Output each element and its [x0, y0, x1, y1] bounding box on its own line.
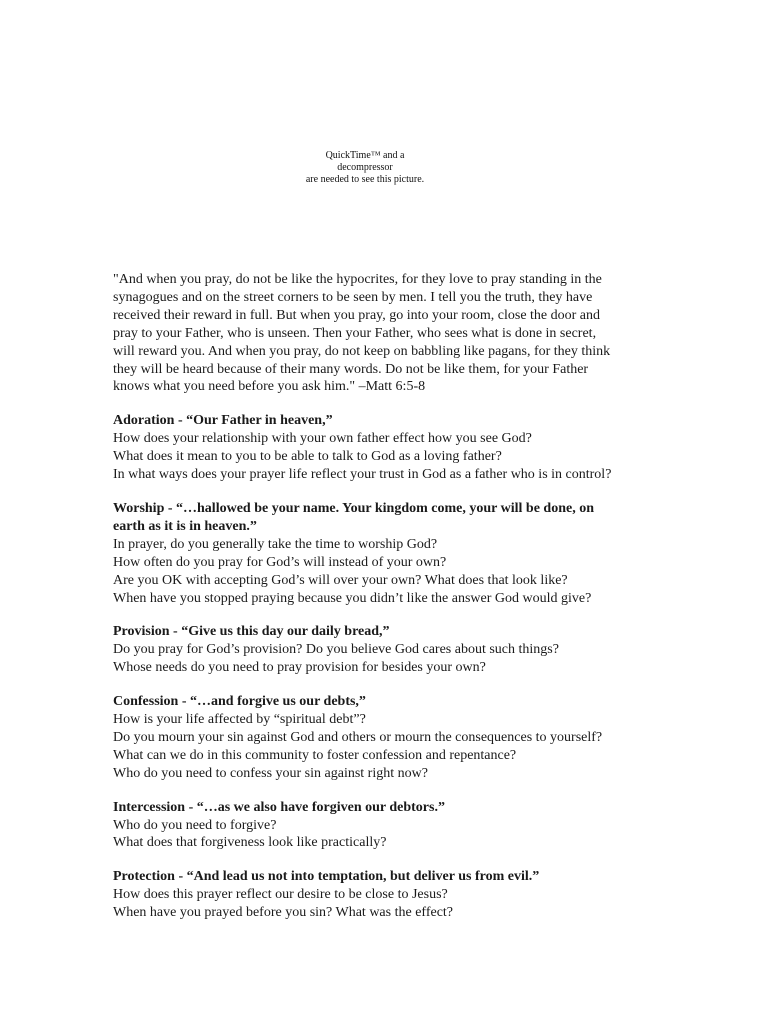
- question: What does that forgiveness look like practically?: [113, 835, 387, 851]
- question: Do you pray for God’s provision? Do you believe God cares about such things?: [113, 642, 559, 658]
- question: When have you prayed before you sin? What was the effect?: [113, 905, 454, 921]
- quote-line: they will be heard because of their many words. Do not be like them, for your Father: [113, 361, 589, 377]
- heading-line: Worship - “…hallowed be your name. Your kingdom come, your will be done, on: [113, 500, 594, 516]
- section-adoration: [113, 412, 658, 484]
- heading-line: Provision - “Give us this day our daily bread,”: [113, 624, 390, 640]
- quote-line: pray to your Father, who is unseen. Then your Father, who sees what is done in secret,: [113, 325, 597, 341]
- heading-line: earth as it is in heaven.”: [113, 518, 257, 534]
- question: Are you OK with accepting God’s will over your own? What does that look like?: [113, 572, 568, 588]
- section-provision: [113, 623, 658, 677]
- quote-line: knows what you need before you ask him." –Matt 6:5-8: [113, 379, 426, 395]
- missing-picture-placeholder: [280, 150, 450, 186]
- section-heading: [113, 799, 658, 817]
- question: In prayer, do you generally take the time to worship God?: [113, 536, 438, 552]
- section-heading: [113, 693, 658, 711]
- section-protection: [113, 868, 658, 922]
- question: Who do you need to confess your sin against right now?: [113, 765, 428, 781]
- question: What can we do in this community to foster confession and repentance?: [113, 747, 517, 763]
- scripture-quote: [113, 271, 658, 396]
- question: What does it mean to you to be able to talk to God as a loving father?: [113, 449, 502, 465]
- quote-line: synagogues and on the street corners to be seen by men. I tell you the truth, they have: [113, 289, 593, 305]
- section-heading: [113, 623, 658, 641]
- placeholder-line: QuickTime™ and a: [325, 150, 405, 161]
- quote-line: "And when you pray, do not be like the hypocrites, for they love to pray standing in the: [113, 272, 602, 287]
- heading-line: Protection - “And lead us not into temptation, but deliver us from evil.”: [113, 869, 540, 885]
- section-heading: [113, 412, 658, 430]
- heading-line: Confession - “…and forgive us our debts,”: [113, 694, 366, 710]
- question: In what ways does your prayer life reflect your trust in God as a father who is in control?: [113, 467, 612, 483]
- question: How is your life affected by “spiritual debt”?: [113, 712, 366, 728]
- question: How often do you pray for God’s will instead of your own?: [113, 554, 447, 570]
- quote-line: received their reward in full. But when you pray, go into your room, close the door and: [113, 307, 601, 323]
- heading-line: Intercession - “…as we also have forgiven our debtors.”: [113, 799, 445, 815]
- section-worship: [113, 500, 658, 607]
- question: How does your relationship with your own father effect how you see God?: [113, 431, 532, 447]
- section-intercession: [113, 799, 658, 853]
- section-heading: [113, 500, 658, 536]
- question: Who do you need to forgive?: [113, 817, 277, 833]
- quote-line: will reward you. And when you pray, do not keep on babbling like pagans, for they think: [113, 343, 611, 359]
- placeholder-line: are needed to see this picture.: [305, 174, 425, 185]
- question: Whose needs do you need to pray provision for besides your own?: [113, 660, 486, 676]
- heading-line: Adoration - “Our Father in heaven,”: [113, 413, 333, 429]
- section-confession: [113, 693, 658, 783]
- question: Do you mourn your sin against God and others or mourn the consequences to yourself?: [113, 729, 603, 745]
- section-heading: [113, 868, 658, 886]
- placeholder-line: decompressor: [337, 162, 393, 173]
- question: How does this prayer reflect our desire to be close to Jesus?: [113, 887, 448, 903]
- question: When have you stopped praying because you didn’t like the answer God would give?: [113, 590, 592, 606]
- document-body: [113, 271, 658, 938]
